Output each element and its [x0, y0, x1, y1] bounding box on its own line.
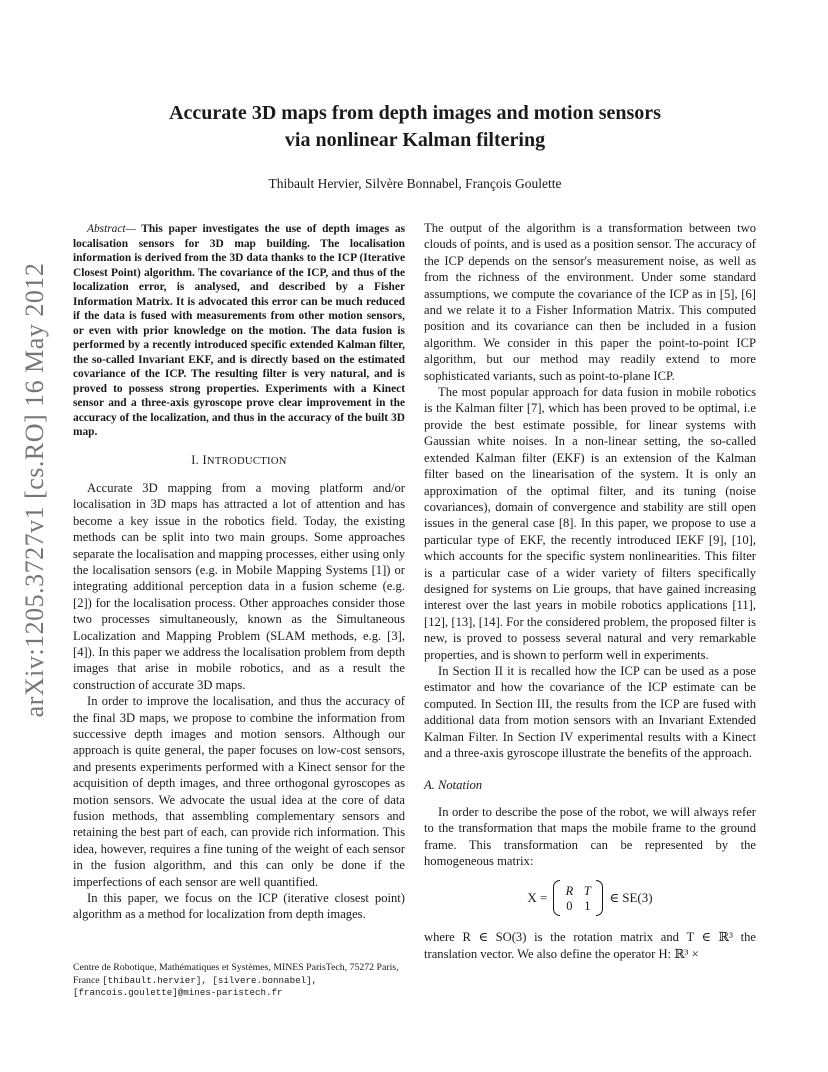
left-column [73, 222, 405, 923]
author-emails-2: [francois.goulette] [73, 987, 178, 999]
section-first-letter: I [202, 452, 207, 467]
abstract-lead: Abstract— [87, 223, 136, 235]
arxiv-identifier-text: arXiv:1205.3727v1 [cs.RO] 16 May 2012 [20, 262, 49, 718]
abstract [73, 222, 405, 440]
abstract-body: This paper investigates the use of depth images as localisation sensors for 3D map building. The localisation information is derived from the 3D data thanks to the ICP (Iterative Closest Point) algorithm. The covariance of the ICP, and thus of the localization error, is analysed, and described by a Fisher Information Matrix. It is advocated this error can be much reduced if the data is fused with measurements from other motion sensors, or even with prior knowledge on the motion. The data fusion is performed by a recently introduced specific extended Kalman filter, the so-called Invariant EKF, and is directly based on the estimated covariance of the ICP. The resulting filter is very natural, and is proved to possess strong properties. Experiments with a Kinect sensor and a three-axis gyroscope prove clear improvement in the accuracy of the localization, and thus in the accuracy of the built 3D map. [73, 223, 405, 438]
affiliation-footnote [73, 962, 409, 1000]
matrix-cell: 0 [566, 899, 573, 914]
paper-title [100, 100, 730, 154]
right-column [424, 220, 756, 962]
equation-lhs: X = [527, 890, 548, 906]
subsection-heading-notation: A. Notation [424, 778, 483, 793]
email-domain: @mines-paristech.fr [177, 987, 283, 999]
title-line-1: Accurate 3D maps from depth images and motion sensors [169, 102, 661, 124]
notation-paragraph-1: In order to describe the pose of the robot, we will always refer to the transformation that maps the mobile frame to the ground frame. This transformation can be represented by the homogeneous matrix: [424, 804, 756, 869]
section-heading-introduction [73, 452, 405, 470]
author-emails-1: [thibault.hervier], [silvere.bonnabel], [102, 974, 318, 986]
paper-authors: Thibault Hervier, Silvère Bonnabel, François Goulette [268, 176, 562, 191]
affiliation-text: Centre de Robotique, Mathématiques et Systèmes, MINES ParisTech, 75272 Paris, France [73, 962, 399, 986]
section-number: I. [191, 452, 203, 467]
intro-paragraph-2: In order to improve the localisation, and thus the accuracy of the final 3D maps, we propose to combine the information from successive depth images and motion sensors. Although our approach is quite general, the paper focuses on low-cost sensors, and presents experiments performed with a Kinect sensor for the acquisition of depth images, and three orthogonal gyroscopes as motion sensors. We advocate the usual idea at the core of data fusion methods, that assembling complementary sensors and retaining the best part of each, can provide rich information. This idea, however, requires a fine tuning of the weight of each sensor in the fusion algorithm, and this can only be done if the imperfections of each sensor are well quantified. [73, 694, 405, 889]
intro-paragraph-1: Accurate 3D mapping from a moving platform and/or localisation in 3D maps has attracted a lot of attention and has become a key issue in the robotics field. Today, the existing methods can be split into two main groups. Some approaches separate the localisation and mapping processes, either using only the localisation sensors (e.g. in Mobile Mapping Systems [1]) or integrating additional perception data in a fusion scheme (e.g. [2]) for the localisation process. Other approaches consider those two processes simultaneously, known as the Simultaneous Localization and Mapping Problem (SLAM methods, e.g. [3], [4]). In this paper we address the localisation problem from depth images that arise in mobile robotics, and as a result the construction of accurate 3D maps. [73, 480, 405, 692]
intro-paragraph-4: The output of the algorithm is a transformation between two clouds of points, and is used as a position sensor. The accuracy of the ICP depends on the sensor's measurement noise, as well as from the richness of the environment. Under some standard assumptions, we compute the covariance of the ICP as in [5], [6] and we relate it to a Fisher Information Matrix. This computed position and its covariance can then be included in a fusion algorithm. We consider in this paper the point-to-point ICP algorithm, but our method may readily extend to more sophisticated variants, such as point-to-plane ICP. [424, 221, 756, 383]
equation-rhs: ∈ SE(3) [609, 890, 653, 906]
homogeneous-matrix-equation [424, 883, 756, 915]
matrix [553, 883, 603, 913]
matrix-cell: R [565, 884, 574, 899]
arxiv-identifier [10, 262, 60, 718]
matrix-cell: T [583, 884, 591, 899]
section-rest: NTRODUCTION [206, 455, 287, 467]
intro-paragraph-3: In this paper, we focus on the ICP (iterative closest point) algorithm as a method for localization from depth images. [73, 891, 405, 922]
title-line-2: via nonlinear Kalman filtering [284, 129, 546, 151]
intro-paragraph-5: The most popular approach for data fusion in mobile robotics is the Kalman filter [7], which has been proved to be optimal, i.e provide the best estimate possible, for linear systems with Gaussian white noises. In a non-linear setting, the so-called extended Kalman filter (EKF) is an extension of the Kalman filter based on the linearisation of the system. It is only an approximation of the optimal filter, and its tuning (noise covariances), domain of convergence and stability are still open issues in the general case [8]. In this paper, we propose to use a particular type of EKF, the recently introduced IEKF [9], [10], which accounts for the specific system nonlinearities. This filter is a particular case of a wider variety of filters specifically designed for systems on Lie groups, that have gained increasing interest over the last years in mobile robotics applications [11], [12], [13], [14]. For the considered problem, the proposed filter is new, is proved to possess several natural and very remarkable properties, and is shown to perform well in experiments. [424, 385, 756, 662]
matrix-cell: 1 [584, 899, 591, 914]
notation-paragraph-2: where R ∈ SO(3) is the rotation matrix and T ∈ ℝ³ the translation vector. We also define the operator H: ℝ³ × [424, 930, 756, 961]
intro-paragraph-6: In Section II it is recalled how the ICP can be used as a pose estimator and how the covariance of the ICP estimate can be computed. In Section III, the results from the ICP are fused with additional data from motion sensors with an Invariant Extended Kalman Filter. In Section IV experimental results with a Kinect and a three-axis gyroscope illustrate the benefits of the approach. [424, 663, 756, 760]
